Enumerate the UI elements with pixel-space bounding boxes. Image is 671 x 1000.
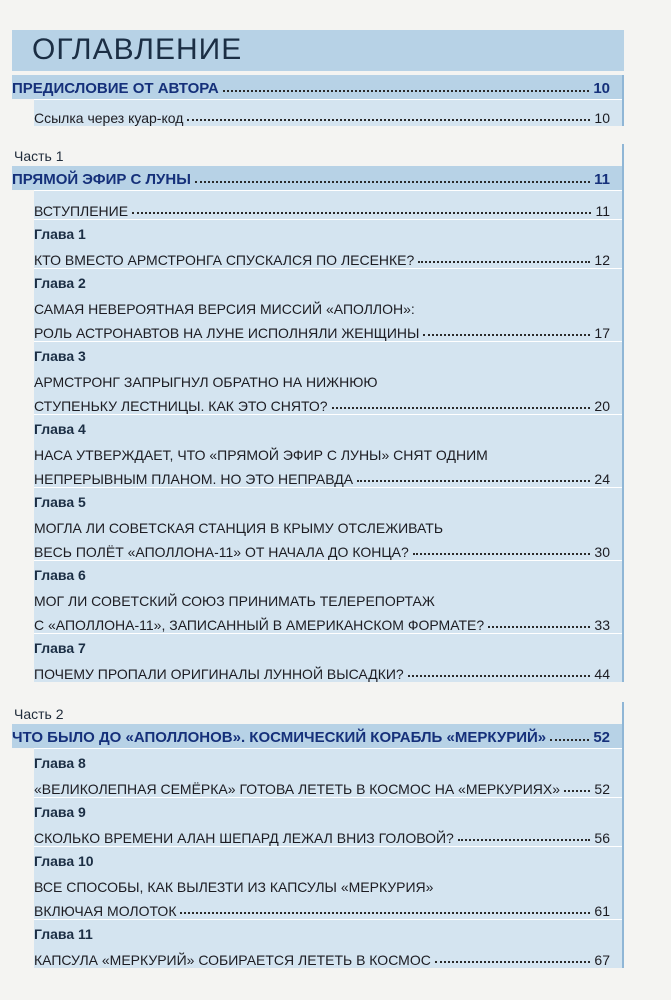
chapter-title-line bbox=[34, 609, 622, 633]
part2-section bbox=[12, 702, 624, 968]
entry-text: Ссылка через куар-код bbox=[34, 110, 184, 126]
dot-leader bbox=[187, 119, 590, 121]
chapter-title-line bbox=[34, 512, 622, 536]
chapter-title-text: «ВЕЛИКОЛЕПНАЯ СЕМЁРКА» ГОТОВА ЛЕТЕТЬ В КОСМОС НА «МЕРКУРИЯХ» bbox=[34, 781, 561, 797]
chapter-page: 44 bbox=[594, 666, 610, 682]
chapter-title-line bbox=[34, 244, 622, 268]
chapter-title-text: ПОЧЕМУ ПРОПАЛИ ОРИГИНАЛЫ ЛУННОЙ ВЫСАДКИ? bbox=[34, 666, 404, 682]
chapter-entry[interactable] bbox=[34, 748, 622, 797]
preface-page: 10 bbox=[593, 80, 610, 97]
chapter-label: Глава 3 bbox=[34, 348, 86, 364]
dot-leader bbox=[180, 912, 590, 914]
dot-leader bbox=[408, 675, 591, 677]
part1-heading[interactable] bbox=[12, 166, 622, 190]
chapter-title-text: НЕПРЕРЫВНЫМ ПЛАНОМ. НО ЭТО НЕПРАВДА bbox=[34, 471, 354, 487]
part1-chapters bbox=[12, 219, 622, 682]
chapter-title-line bbox=[34, 822, 622, 846]
chapter-title-line bbox=[34, 773, 622, 797]
chapter-entry[interactable] bbox=[34, 919, 622, 968]
chapter-title-text: САМАЯ НЕВЕРОЯТНАЯ ВЕРСИЯ МИССИЙ «АПОЛЛОН»: bbox=[34, 301, 415, 317]
preface-heading[interactable] bbox=[12, 75, 622, 99]
part-title: ПРЯМОЙ ЭФИР С ЛУНЫ bbox=[12, 171, 191, 188]
chapter-label: Глава 6 bbox=[34, 567, 86, 583]
chapter-page: 20 bbox=[594, 398, 610, 414]
chapter-title-text: РОЛЬ АСТРОНАВТОВ НА ЛУНЕ ИСПОЛНЯЛИ ЖЕНЩИНЫ bbox=[34, 325, 420, 341]
dot-leader bbox=[332, 407, 591, 409]
chapter-label: Глава 1 bbox=[34, 226, 86, 242]
chapter-title-line bbox=[34, 463, 622, 487]
chapter-title-line bbox=[34, 658, 622, 682]
chapter-title-text: С «АПОЛЛОНА-11», ЗАПИСАННЫЙ В АМЕРИКАНСКОМ ФОРМАТЕ? bbox=[34, 617, 485, 633]
chapter-entry[interactable] bbox=[34, 846, 622, 919]
chapter-entry[interactable] bbox=[34, 560, 622, 633]
part-title: ЧТО БЫЛО ДО «АПОЛЛОНОВ». КОСМИЧЕСКИЙ КОРАБЛЬ «МЕРКУРИЙ» bbox=[12, 729, 547, 746]
chapter-title-text: МОГЛА ЛИ СОВЕТСКАЯ СТАНЦИЯ В КРЫМУ ОТСЛЕЖИВАТЬ bbox=[34, 520, 444, 536]
entry-page: 11 bbox=[595, 203, 610, 219]
chapter-title-text: КАПСУЛА «МЕРКУРИЙ» СОБИРАЕТСЯ ЛЕТЕТЬ В КОСМОС bbox=[34, 952, 431, 968]
dot-leader bbox=[488, 626, 590, 628]
dot-leader bbox=[435, 961, 591, 963]
chapter-label: Глава 11 bbox=[34, 926, 93, 942]
chapter-entry[interactable] bbox=[34, 633, 622, 682]
chapter-page: 24 bbox=[594, 471, 610, 487]
part1-section bbox=[12, 144, 624, 682]
part-page: 52 bbox=[593, 729, 610, 746]
dot-leader bbox=[418, 261, 590, 263]
chapter-entry[interactable] bbox=[34, 268, 622, 341]
chapter-title-text: СКОЛЬКО ВРЕМЕНИ АЛАН ШЕПАРД ЛЕЖАЛ ВНИЗ ГОЛОВОЙ? bbox=[34, 830, 454, 846]
chapter-page: 33 bbox=[594, 617, 610, 633]
dot-leader bbox=[564, 790, 590, 792]
chapter-page: 61 bbox=[594, 903, 610, 919]
dot-leader bbox=[423, 334, 590, 336]
chapter-title-text: СТУПЕНЬКУ ЛЕСТНИЦЫ. КАК ЭТО СНЯТО? bbox=[34, 398, 328, 414]
chapter-entry[interactable] bbox=[34, 414, 622, 487]
dot-leader bbox=[132, 212, 591, 214]
part2-chapters bbox=[12, 748, 622, 968]
entry-page: 10 bbox=[594, 110, 610, 126]
part1-intro bbox=[34, 190, 622, 219]
dot-leader bbox=[550, 739, 589, 741]
chapter-title-line bbox=[34, 390, 622, 414]
page-title: ОГЛАВЛЕНИЕ bbox=[12, 30, 624, 71]
chapter-label: Глава 9 bbox=[34, 804, 86, 820]
part-page: 11 bbox=[594, 171, 610, 188]
chapter-title-line bbox=[34, 439, 622, 463]
part-label: Часть 1 bbox=[14, 148, 64, 164]
preface-title: ПРЕДИСЛОВИЕ ОТ АВТОРА bbox=[12, 80, 219, 97]
chapter-title-text: МОГ ЛИ СОВЕТСКИЙ СОЮЗ ПРИНИМАТЬ ТЕЛЕРЕПОРТАЖ bbox=[34, 593, 435, 609]
dot-leader bbox=[458, 839, 591, 841]
chapter-title-line bbox=[34, 293, 622, 317]
chapter-page: 30 bbox=[594, 544, 610, 560]
chapter-page: 17 bbox=[594, 325, 610, 341]
chapter-entry[interactable] bbox=[34, 797, 622, 846]
chapter-title-line bbox=[34, 585, 622, 609]
chapter-label: Глава 2 bbox=[34, 275, 86, 291]
toc-entry[interactable] bbox=[34, 191, 622, 219]
chapter-entry[interactable] bbox=[34, 341, 622, 414]
part2-heading[interactable] bbox=[12, 724, 622, 748]
chapter-title-line bbox=[34, 317, 622, 341]
chapter-title-line bbox=[34, 366, 622, 390]
part-label: Часть 2 bbox=[14, 706, 64, 722]
chapter-title-text: НАСА УТВЕРЖДАЕТ, ЧТО «ПРЯМОЙ ЭФИР С ЛУНЫ» СНЯТ ОДНИМ bbox=[34, 447, 488, 463]
chapter-label: Глава 10 bbox=[34, 853, 94, 869]
chapter-title-text: ВКЛЮЧАЯ МОЛОТОК bbox=[34, 903, 177, 919]
dot-leader bbox=[357, 480, 590, 482]
chapter-page: 52 bbox=[594, 781, 610, 797]
chapter-title-line bbox=[34, 944, 622, 968]
chapter-label: Глава 7 bbox=[34, 640, 86, 656]
chapter-label: Глава 8 bbox=[34, 755, 86, 771]
chapter-entry[interactable] bbox=[34, 219, 622, 268]
preface-items bbox=[34, 99, 622, 126]
dot-leader bbox=[223, 90, 590, 92]
chapter-page: 56 bbox=[594, 830, 610, 846]
chapter-title-text: КТО ВМЕСТО АРМСТРОНГА СПУСКАЛСЯ ПО ЛЕСЕНКЕ? bbox=[34, 252, 415, 268]
chapter-title-line bbox=[34, 895, 622, 919]
chapter-title-text: АРМСТРОНГ ЗАПРЫГНУЛ ОБРАТНО НА НИЖНЮЮ bbox=[34, 374, 378, 390]
dot-leader bbox=[195, 181, 590, 183]
chapter-label: Глава 4 bbox=[34, 421, 86, 437]
chapter-title-line bbox=[34, 871, 622, 895]
toc-page bbox=[12, 30, 624, 968]
chapter-label: Глава 5 bbox=[34, 494, 86, 510]
toc-entry[interactable] bbox=[34, 100, 622, 126]
chapter-title-text: ВСЕ СПОСОБЫ, КАК ВЫЛЕЗТИ ИЗ КАПСУЛЫ «МЕРКУРИЯ» bbox=[34, 879, 434, 895]
entry-text: ВСТУПЛЕНИЕ bbox=[34, 203, 129, 219]
chapter-entry[interactable] bbox=[34, 487, 622, 560]
chapter-page: 67 bbox=[594, 952, 610, 968]
chapter-title-text: ВЕСЬ ПОЛЁТ «АПОЛЛОНА-11» ОТ НАЧАЛА ДО КОНЦА? bbox=[34, 544, 409, 560]
preface-section bbox=[12, 75, 624, 126]
chapter-page: 12 bbox=[594, 252, 610, 268]
chapter-title-line bbox=[34, 536, 622, 560]
dot-leader bbox=[413, 553, 591, 555]
